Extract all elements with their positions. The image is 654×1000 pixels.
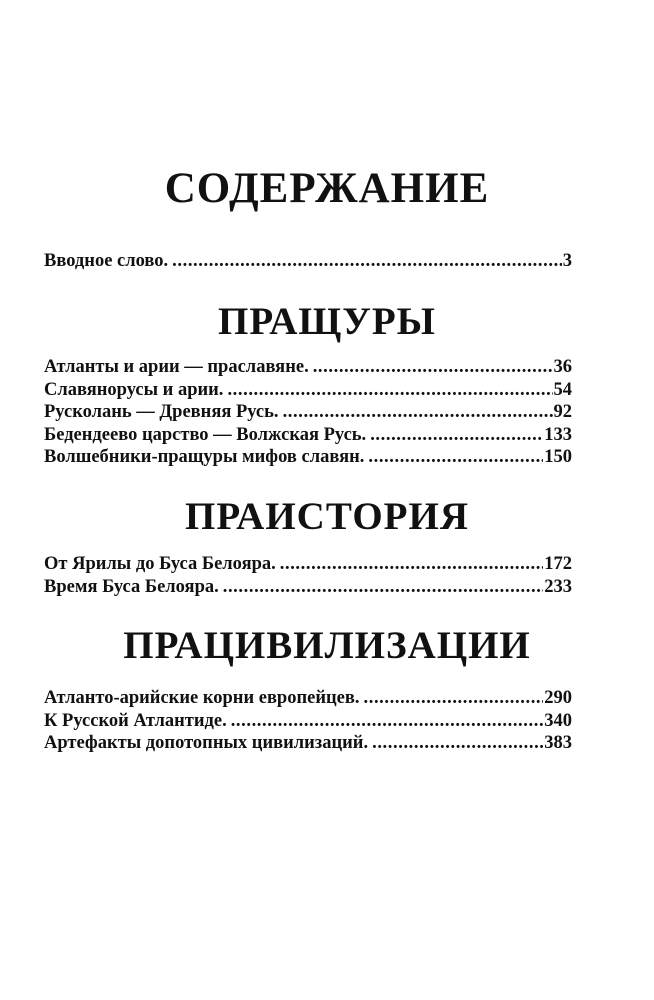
section-pratsivilizatsii-entries [44,687,572,755]
dot-leader [283,401,553,424]
toc-entry-title: Бедендеево царство — Волжская Русь. [44,424,367,445]
intro-entries [44,250,572,273]
toc-entry [44,250,572,273]
toc-entry-title: От Ярилы до Буса Белояра. [44,554,276,574]
toc-entry-title: Волшебники-пращуры мифов славян. [44,447,365,467]
toc-entry-page: 92 [553,402,572,422]
toc-entry [44,424,572,447]
toc-entry [44,687,572,710]
toc-entry-page: 290 [544,688,572,708]
toc-entry [44,401,572,424]
dot-leader [368,446,543,469]
dot-leader [231,710,544,733]
dot-leader [370,424,543,447]
toc-entry-title: Время Буса Белояра. [44,576,219,597]
toc-entry-title: Славянорусы и арии. [44,379,224,400]
section-title-praistoriya: ПРАИСТОРИЯ [185,495,469,538]
toc-entry-title: Вводное слово. [44,251,169,271]
toc-entry [44,576,572,599]
toc-entry-page: 172 [544,554,572,574]
toc-entry-title: Русколань — Древняя Русь. [44,402,279,422]
toc-entry-page: 36 [553,357,572,377]
section-praistoriya-entries [44,553,572,598]
toc-entry-page: 340 [544,710,572,731]
dot-leader [223,576,544,599]
toc-entry-page: 133 [544,424,572,445]
toc-entry-title: Артефакты допотопных цивилизаций. [44,733,369,753]
section-prashchury-entries [44,356,572,469]
toc-entry-title: Атланто-арийские корни европейцев. [44,688,360,708]
toc-entry [44,732,572,755]
toc-entry [44,356,572,379]
toc-entry-page: 54 [553,379,572,400]
dot-leader [364,687,544,710]
toc-entry-page: 383 [544,733,572,753]
section-title-pratsivilizatsii: ПРАЦИВИЛИЗАЦИИ [123,624,531,667]
toc-entry-page: 3 [562,251,572,271]
dot-leader [313,356,553,379]
section-title-prashchury: ПРАЩУРЫ [218,300,436,343]
toc-entry-title: К Русской Атлантиде. [44,710,227,731]
toc-entry [44,710,572,733]
dot-leader [227,379,552,402]
toc-entry [44,446,572,469]
toc-entry-title: Атланты и арии — праславяне. [44,357,309,377]
toc-entry [44,379,572,402]
dot-leader [280,553,544,576]
page-title: СОДЕРЖАНИЕ [164,165,490,212]
toc-entry [44,553,572,576]
dot-leader [372,732,543,755]
toc-entry-page: 233 [544,576,572,597]
toc-entry-page: 150 [544,447,572,467]
dot-leader [172,250,562,273]
